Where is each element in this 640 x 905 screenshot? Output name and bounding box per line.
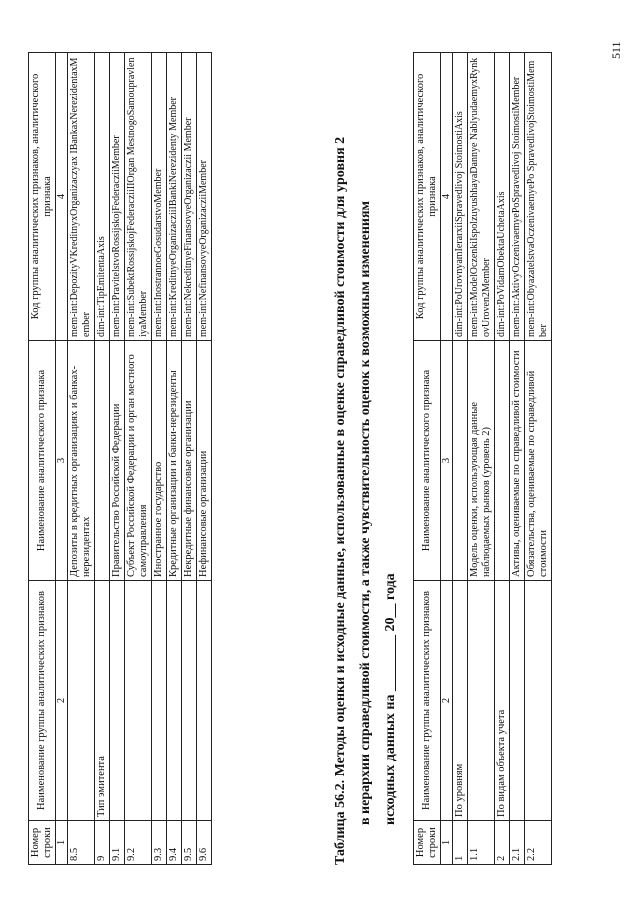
feature-name: Депозиты в кредитных организациях и банках-нерезидентах [68,341,95,581]
row-number: 9.4 [167,821,182,865]
feature-code: dim-int:PoVidamObektaUchetaAxis [495,53,510,341]
feature-name: Модель оценки, использующая данные наблюдаемых рынков (уровень 2) [468,341,495,581]
feature-name: Активы, оцениваемые по справедливой стоимости [510,341,525,581]
feature-name [95,341,110,581]
feature-code: mem-int:KreditnyeOrganizacziiIBankiNerezidenty Member [167,53,182,341]
feature-code: mem-int:DepozityVKreditnyxOrganizaczyax IBankaxNerezidentaxMember [68,53,95,341]
feature-code: mem-int:PravitelstvoRossijskojFederacziiMember [110,53,125,341]
feature-code: mem-int:NekreditnyeFinansovyeOrganizaczii Member [182,53,197,341]
row-number: 9.6 [197,821,212,865]
header-feature-name: Наименование аналитического признака [29,341,56,581]
header-index-1: 1 [441,821,453,865]
header-code: Код группы аналитических признаков, аналитического признака [414,53,441,341]
header-group-name: Наименование группы аналитических признаков [414,581,441,821]
table-row [525,53,552,865]
header-index-3: 3 [441,341,453,581]
feature-code: mem-int:NefinansovyeOrganizacziiMember [197,53,212,341]
group-name [182,581,197,821]
page-number: 511 [609,41,623,59]
feature-name: Субъект Российской Федерации и орган местного самоуправления [125,341,152,581]
header-code: Код группы аналитических признаков, аналитического признака [29,53,56,341]
group-name [197,581,212,821]
row-number: 9 [95,821,110,865]
table-row [468,53,495,865]
feature-name [453,341,468,581]
feature-code: mem-int:ObyazatelstvaOczenivaemyePo SpravedlivojStoimostiMember [525,53,552,341]
table-row [167,53,182,865]
feature-name: Некредитные финансовые организации [182,341,197,581]
row-number: 2.2 [525,821,552,865]
table-row [95,53,110,865]
row-number: 9.2 [125,821,152,865]
header-feature-name: Наименование аналитического признака [414,341,441,581]
row-number: 1 [453,821,468,865]
feature-name: Нефинансовые организации [197,341,212,581]
table-caption-line-2: в иерархии справедливой стоимости, а также чувствительность оценок к возможным изменениям [358,200,373,825]
header-row-number: Номер строки [29,821,56,865]
header-group-name: Наименование группы аналитических признаков [29,581,56,821]
group-name [68,581,95,821]
group-name [468,581,495,821]
table-row [152,53,167,865]
group-name [510,581,525,821]
group-name [152,581,167,821]
feature-code: mem-int:ModelOczenkiIspolzuyushhayaDannye NablyudaemyxRynkovUroven2Member [468,53,495,341]
row-number: 9.3 [152,821,167,865]
row-number: 9.5 [182,821,197,865]
feature-name: Кредитные организации и банки-нерезиденты [167,341,182,581]
group-name: По уровням [453,581,468,821]
row-number: 8.5 [68,821,95,865]
group-name [525,581,552,821]
feature-name: Иностранное государство [152,341,167,581]
table-row [495,53,510,865]
table-analytic-features-2 [413,52,552,865]
header-index-1: 1 [56,821,68,865]
feature-code: mem-int:SubektRossijskojFederacziiIIOrgan MestnogoSamoupravleniyaMember [125,53,152,341]
row-number: 2 [495,821,510,865]
table-row [68,53,95,865]
header-index-3: 3 [56,341,68,581]
row-number: 2.1 [510,821,525,865]
feature-name [495,341,510,581]
table-row [182,53,197,865]
group-name [125,581,152,821]
group-name [110,581,125,821]
row-number: 9.1 [110,821,125,865]
table-row [110,53,125,865]
feature-code: dim-int:TipEmitentaAxis [95,53,110,341]
table-row [510,53,525,865]
table-caption-line-3: исходных данных на ________ 20__ года [383,573,398,825]
table-row [125,53,152,865]
table-row [197,53,212,865]
feature-code: mem-int:InostrannoeGosudarstvoMember [152,53,167,341]
table-caption-line-1: Таблица 56.2. Методы оценки и исходные данные, использованные в оценке справедливой стоимости для уровня 2 [333,136,348,865]
header-row-number: Номер строки [414,821,441,865]
row-number: 1.1 [468,821,495,865]
table-row [453,53,468,865]
group-name [167,581,182,821]
header-index-4: 4 [441,53,453,341]
group-name: Тип эмитента [95,581,110,821]
table-analytic-features-1 [28,52,212,865]
header-index-2: 2 [441,581,453,821]
feature-name: Правительство Российской Федерации [110,341,125,581]
feature-code: dim-int:PoUrovnyamIerarxiiSpravedlivoj StoimostiAxis [453,53,468,341]
feature-code: mem-int:AktivyOczenivaemyePoSpravedlivoj StoimostiMember [510,53,525,341]
group-name: По видам объекта учета [495,581,510,821]
header-index-4: 4 [56,53,68,341]
feature-name: Обязательства, оцениваемые по справедливой стоимости [525,341,552,581]
header-index-2: 2 [56,581,68,821]
